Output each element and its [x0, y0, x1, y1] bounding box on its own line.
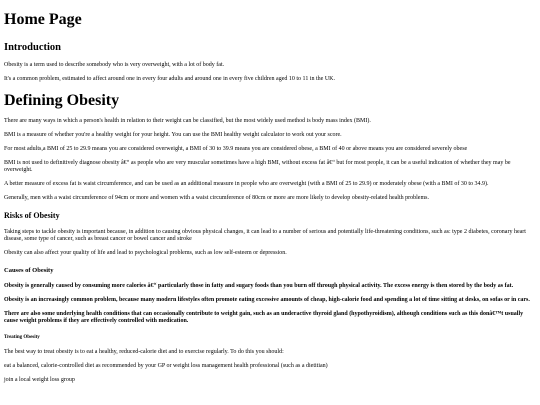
intro-paragraph: It's a common problem, estimated to affect around one in every four adults and around one in every five children aged 10 to 11 in the UK. [4, 76, 335, 82]
intro-paragraph: Obesity is a term used to describe somebody who is very overweight, with a lot of body fat. [4, 62, 225, 68]
risks-paragraph: Obesity can also affect your quality of life and lead to psychological problems, such as low self-esteem or depression. [4, 250, 287, 256]
causes-paragraph: Obesity is an increasingly common problem, because many modern lifestyles often promote eating excessive amounts of cheap, high-calorie food and spending a lot of time sitting at desks, on sofas or in cars. [4, 297, 530, 303]
causes-paragraph: Obesity is generally caused by consuming more calories â€“ particularly those in fatty and sugary foods than you burn off through physical activity. The excess energy is then stored by the body as fat. [4, 283, 514, 289]
risks-paragraph: Taking steps to tackle obesity is important because, in addition to causing obvious physical changes, it can lead to a number of serious and potentially life-threatening conditions, such as: type 2 diabetes, coronary heart disease, some type of cancer, such as breast cancer or bowel cancer and stroke [4, 229, 526, 242]
defining-paragraph: For most adults,a BMI of 25 to 29.9 means you are considered overweight, a BMI of 30 to 39.9 means you are considered obese, a BMI of 40 or above means you are considered severely obese [4, 146, 468, 152]
treating-paragraph: join a local weight loss group [4, 377, 75, 383]
page-title: Home Page [4, 11, 82, 28]
introduction-heading: Introduction [4, 42, 61, 53]
defining-paragraph: Generally, men with a waist circumference of 94cm or more and women with a waist circumference of 80cm or more are more likely to develop obesity-related health problems. [4, 195, 429, 201]
defining-paragraph: BMI is a measure of whether you're a healthy weight for your height. You can use the BMI healthy weight calculator to work out your score. [4, 132, 342, 138]
risks-heading: Risks of Obesity [4, 211, 60, 220]
treating-paragraph: eat a balanced, calorie-controlled diet as recommended by your GP or weight loss management health professional (such as a dietitian) [4, 363, 328, 369]
defining-paragraph: There are many ways in which a person's health in relation to their weight can be classified, but the most widely used method is body mass index (BMI). [4, 118, 371, 124]
defining-obesity-heading: Defining Obesity [4, 92, 120, 109]
defining-paragraph: BMI is not used to definitively diagnose obesity â€“ as people who are very muscular sometimes have a high BMI, without excess fat â€“ but for most people, it can be a useful indication of whether they may be overweight. [4, 160, 511, 173]
causes-paragraph: There are also some underlying health conditions that can occasionally contribute to weight gain, such as an underactive thyroid gland (hypothyroidism), although conditions such as this donâ€™t usually cause weight problems if they are effectively controlled with medication. [4, 311, 524, 324]
defining-paragraph: A better measure of excess fat is waist circumference, and can be used as an additional measure in people who are overweight (with a BMI of 25 to 29.9) or moderately obese (with a BMI of 30 to 34.9). [4, 181, 489, 187]
treating-paragraph: The best way to treat obesity is to eat a healthy, reduced-calorie diet and to exercise regularly. To do this you should: [4, 349, 284, 355]
treating-heading: Treating Obesity [4, 335, 40, 340]
causes-heading: Causes of Obesity [4, 267, 54, 274]
